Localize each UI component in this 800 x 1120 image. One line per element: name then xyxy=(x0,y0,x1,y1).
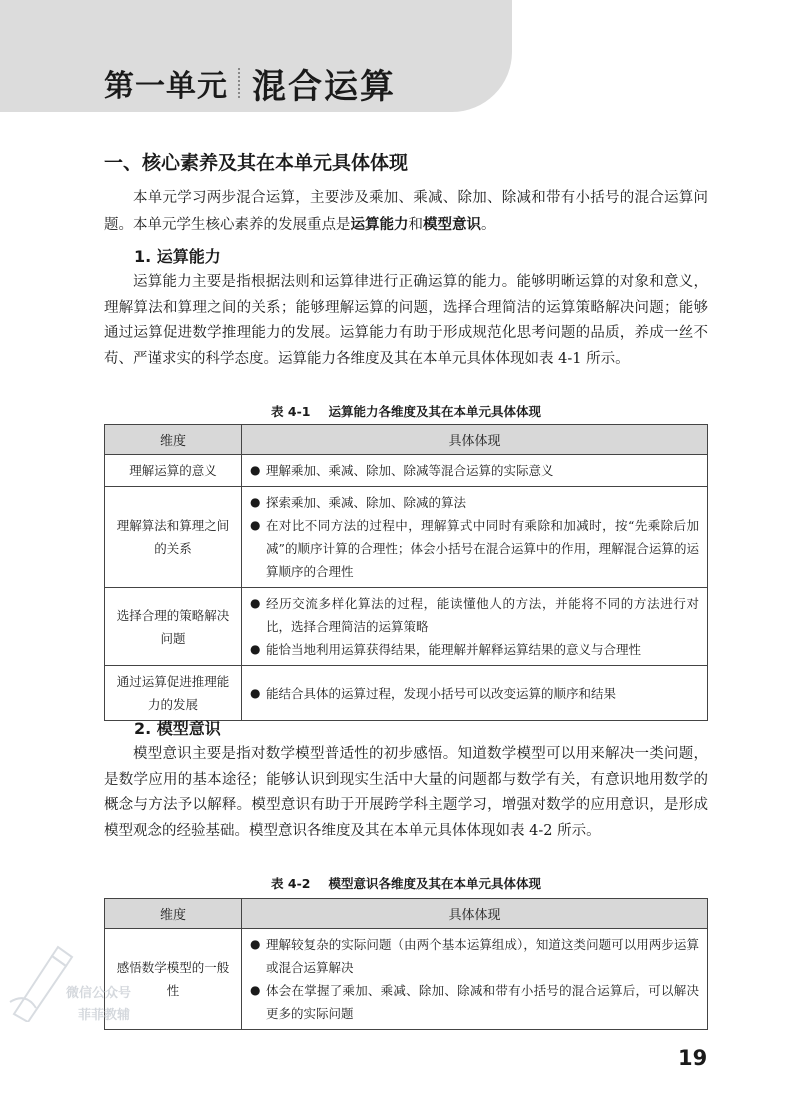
subsection-paragraph-2: 模型意识主要是指对数学模型普适性的初步感悟。知道数学模型可以用来解决一类问题，是数学应用的基本途径；能够认识到现实生活中大量的问题都与数学有关，有意识地用数学的概念与方法予以解释。模型意识有助于开展跨学科主题学习，增强对数学的应用意识，是形成模型观念的经验基础。模型意识各维度及其在本单元具体体现如表 4-2 所示。 xyxy=(104,746,708,839)
watermark xyxy=(6,942,146,1034)
detail-item: ● 在对比不同方法的过程中，理解算式中同时有乘除和加减时，按“先乘除后加减”的顺序计算的合理性；体会小括号在混合运算中的作用，理解混合运算的运算顺序的合理性 xyxy=(250,514,699,583)
unit-title xyxy=(104,58,396,108)
detail-cell xyxy=(242,455,708,487)
unit-name: 混合运算 xyxy=(252,66,396,107)
dimension-cell: 选择合理的策略解决问题 xyxy=(105,588,242,666)
section-intro: 本单元学习两步混合运算，主要涉及乘加、乘减、除加、除减和带有小括号的混合运算问题。本单元学生核心素养的发展重点是运算能力和模型意识。 xyxy=(104,190,708,233)
detail-cell xyxy=(242,929,708,1030)
detail-item: ● 能结合具体的运算过程，发现小括号可以改变运算的顺序和结果 xyxy=(250,682,699,705)
col-header-detail: 具体体现 xyxy=(242,425,708,455)
col-header-detail: 具体体现 xyxy=(242,899,708,929)
unit-label: 第一单元 xyxy=(104,69,228,104)
subsection-heading-2: 2. 模型意识 xyxy=(134,719,221,738)
detail-item: ● 体会在掌握了乘加、乘减、除加、除减和带有小括号的混合运算后，可以解决更多的实际问题 xyxy=(250,979,699,1025)
dimension-cell: 通过运算促进推理能力的发展 xyxy=(105,666,242,721)
col-header-dimension: 维度 xyxy=(105,425,242,455)
table-4-1 xyxy=(104,424,708,721)
detail-item: ● 理解乘加、乘减、除加、除减等混合运算的实际意义 xyxy=(250,459,699,482)
dimension-cell: 感悟数学模型的一般性 xyxy=(105,929,242,1030)
watermark-line-2: 菲菲教辅 xyxy=(78,1008,131,1023)
table-row xyxy=(105,666,708,721)
detail-item: ● 能恰当地利用运算获得结果，能理解并解释运算结果的意义与合理性 xyxy=(250,638,699,661)
table-row xyxy=(105,588,708,666)
detail-item: ● 经历交流多样化算法的过程，能读懂他人的方法，并能将不同的方法进行对比，选择合理简洁的运算策略 xyxy=(250,592,699,638)
table-row xyxy=(105,455,708,487)
dimension-cell: 理解算法和算理之间的关系 xyxy=(105,487,242,588)
table-4-2 xyxy=(104,898,708,1030)
table-row xyxy=(105,929,708,1030)
subsection-paragraph-1: 运算能力主要是指根据法则和运算律进行正确运算的能力。能够明晰运算的对象和意义，理解算法和算理之间的关系；能够理解运算的问题，选择合理简洁的运算策略解决问题；能够通过运算促进数学推理能力的发展。运算能力有助于形成规范化思考问题的品质，养成一丝不苟、严谨求实的科学态度。运算能力各维度及其在本单元具体体现如表 4-1 所示。 xyxy=(104,274,708,367)
table-header-row xyxy=(105,899,708,929)
table-caption-1: 表 4-1 运算能力各维度及其在本单元具体体现 xyxy=(271,404,541,419)
table-header-row xyxy=(105,425,708,455)
subsection-heading-1: 1. 运算能力 xyxy=(134,247,221,266)
col-header-dimension: 维度 xyxy=(105,899,242,929)
detail-cell xyxy=(242,588,708,666)
table-caption-2: 表 4-2 模型意识各维度及其在本单元具体体现 xyxy=(271,876,541,891)
page-number: 19 xyxy=(678,1046,708,1070)
table-row xyxy=(105,487,708,588)
unit-separator xyxy=(238,68,240,98)
dimension-cell: 理解运算的意义 xyxy=(105,455,242,487)
detail-cell xyxy=(242,666,708,721)
watermark-line-1: 微信公众号 xyxy=(66,986,132,1001)
detail-cell xyxy=(242,487,708,588)
detail-item: ● 探索乘加、乘减、除加、除减的算法 xyxy=(250,491,699,514)
detail-item: ● 理解较复杂的实际问题（由两个基本运算组成），知道这类问题可以用两步运算或混合运算解决 xyxy=(250,933,699,979)
section-heading: 一、核心素养及其在本单元具体体现 xyxy=(104,152,409,174)
